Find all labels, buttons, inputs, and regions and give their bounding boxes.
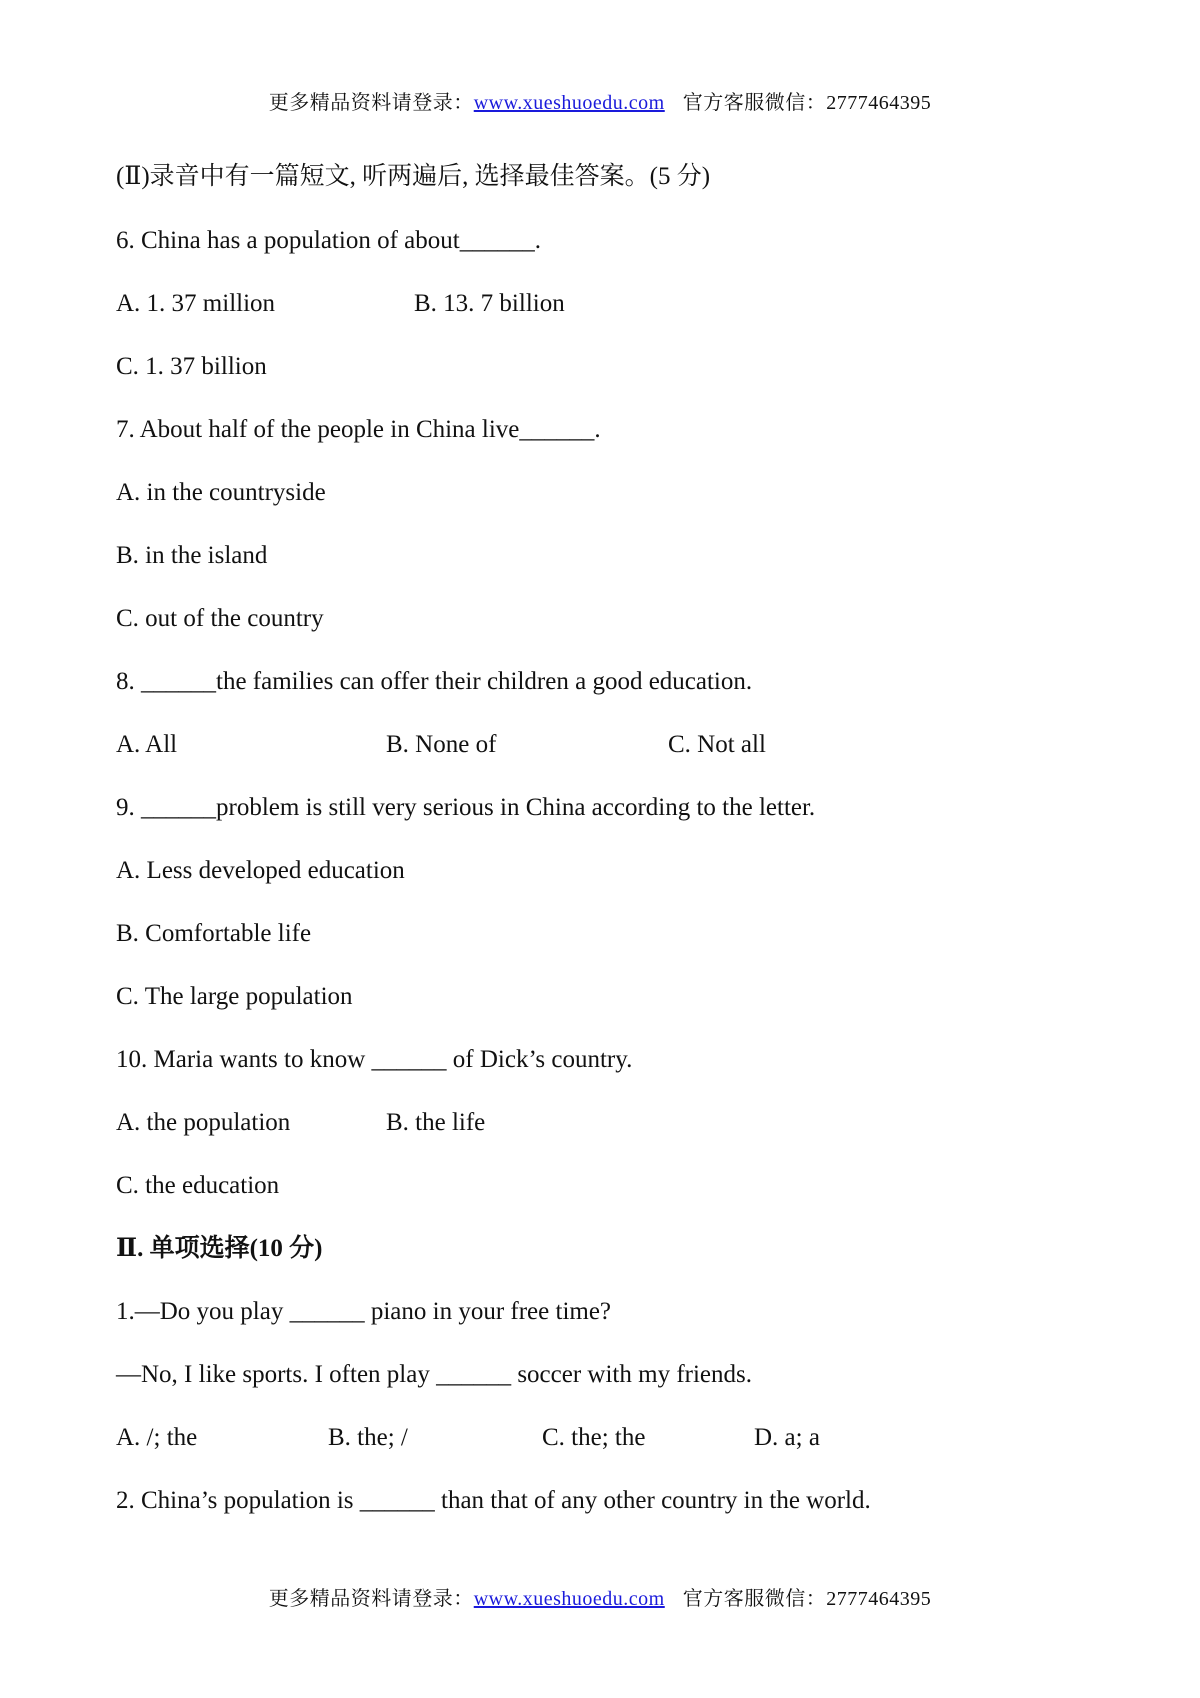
- choice-1-line-2: —No, I like sports. I often play ______ soccer with my friends.: [116, 1361, 752, 1388]
- question-10: 10. Maria wants to know ______ of Dick’s country.: [116, 1046, 633, 1073]
- choice-1-line-1: 1.—Do you play ______ piano in your free time?: [116, 1298, 612, 1325]
- page-footer: [0, 1582, 1200, 1611]
- choice-2-line-1: 2. China’s population is ______ than that of any other country in the world.: [116, 1487, 871, 1514]
- q10-option-b: B. the life: [386, 1109, 486, 1136]
- q10-option-c: C. the education: [116, 1172, 280, 1199]
- q8-option-b: B. None of: [386, 731, 497, 758]
- question-9: 9. ______problem is still very serious in China according to the letter.: [116, 794, 816, 821]
- question-6: 6. China has a population of about______.: [116, 227, 541, 254]
- q6-option-a: A. 1. 37 million: [116, 290, 276, 317]
- header-prefix: 更多精品资料请登录：: [268, 92, 474, 114]
- footer-service: 官方客服微信：2777464395: [682, 1588, 932, 1610]
- choice-1-option-b: B. the; /: [328, 1424, 408, 1451]
- q9-option-b: B. Comfortable life: [116, 920, 312, 947]
- question-8: 8. ______the families can offer their children a good education.: [116, 668, 753, 695]
- part2-instruction: (Ⅱ)录音中有一篇短文, 听两遍后, 选择最佳答案。(5 分): [116, 163, 711, 190]
- choice-1-option-c: C. the; the: [542, 1424, 646, 1451]
- footer-prefix: 更多精品资料请登录：: [268, 1588, 474, 1610]
- q9-option-c: C. The large population: [116, 983, 353, 1010]
- header-service: 官方客服微信：2777464395: [682, 92, 932, 114]
- header-link[interactable]: www.xueshuoedu.com: [473, 92, 665, 114]
- section-2-title: Ⅱ. 单项选择(10 分): [116, 1235, 323, 1262]
- q6-option-b: B. 13. 7 billion: [414, 290, 565, 317]
- choice-1-option-d: D. a; a: [754, 1424, 820, 1451]
- q6-option-c: C. 1. 37 billion: [116, 353, 267, 380]
- page-header: [0, 86, 1200, 115]
- q9-option-a: A. Less developed education: [116, 857, 405, 884]
- q7-option-b: B. in the island: [116, 542, 268, 569]
- q8-option-c: C. Not all: [668, 731, 766, 758]
- q7-option-c: C. out of the country: [116, 605, 324, 632]
- question-7: 7. About half of the people in China live______.: [116, 416, 601, 443]
- choice-1-option-a: A. /; the: [116, 1424, 198, 1451]
- q10-option-a: A. the population: [116, 1109, 291, 1136]
- q7-option-a: A. in the countryside: [116, 479, 326, 506]
- q8-option-a: A. All: [116, 731, 178, 758]
- footer-link[interactable]: www.xueshuoedu.com: [473, 1588, 665, 1610]
